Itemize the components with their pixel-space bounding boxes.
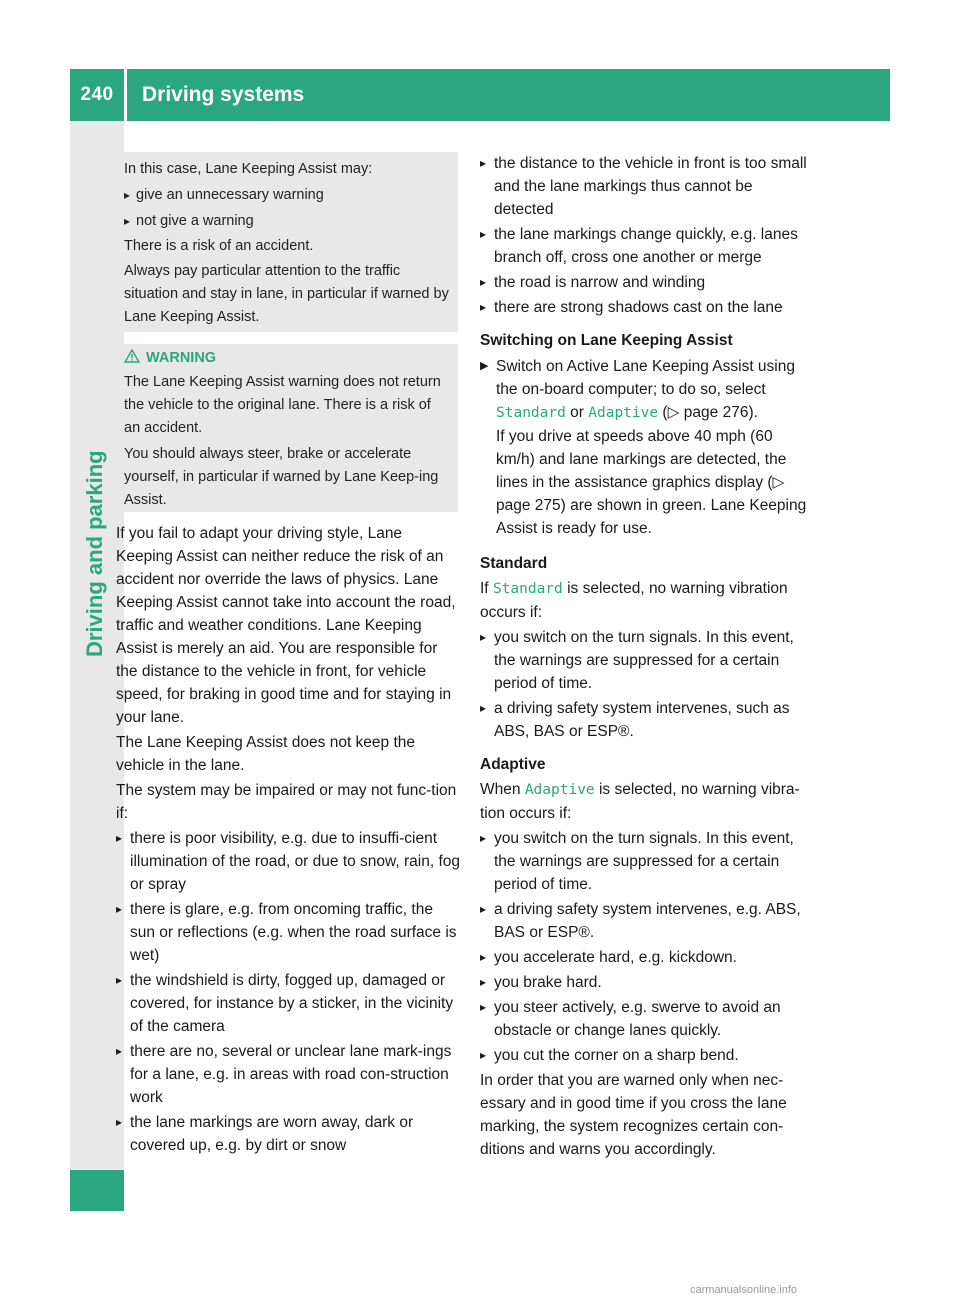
right-body (480, 152, 814, 1161)
note-p2: Always pay particular attention to the traffic situation and stay in lane, in particular if warned by Lane Keeping Assist. (124, 263, 449, 325)
footer-brand: carmanualsonline.info (690, 1284, 798, 1296)
header-divider (124, 69, 127, 121)
list-item: ▸ a driving safety system intervenes, e.g. ABS, BAS or ESP®. (480, 898, 814, 944)
standard-intro: If Standard is selected, no warning vibration occurs if: (480, 580, 788, 621)
adaptive-option: Adaptive (524, 782, 595, 798)
note-bullet: ▸ not give a warning (124, 210, 450, 233)
note-box (116, 152, 458, 332)
or-text: or (570, 404, 584, 421)
closing-paragraph: In order that you are warned only when nec-essary and in good time if you cross the lane marking, the system recognizes certain con-ditions and warns you accordingly. (480, 1072, 787, 1158)
warning-p2: You should always steer, brake or accelerate yourself, in particular if warned by Lane Keep-ing Assist. (124, 446, 439, 508)
adaptive-heading: Adaptive (480, 756, 546, 773)
list-item: ▸ you switch on the turn signals. In this event, the warnings are suppressed for a certain period of time. (480, 827, 814, 896)
note-intro: In this case, Lane Keeping Assist may: (124, 161, 373, 177)
warning-box (116, 344, 458, 512)
list-item: ▸ you cut the corner on a sharp bend. (480, 1044, 814, 1067)
list-item: ▸ the distance to the vehicle in front is too small and the lane markings thus cannot be detected (480, 152, 814, 221)
list-item: ▸ there is poor visibility, e.g. due to insuffi-cient illumination of the road, or due to snow, rain, fog or spray (116, 827, 461, 896)
adaptive-option: Adaptive (588, 405, 659, 421)
warning-p1: The Lane Keeping Assist warning does not return the vehicle to the original lane. There is a risk of an accident. (124, 374, 441, 436)
step-text: Switch on Active Lane Keeping Assist using the on-board computer; to do so, select (496, 358, 795, 398)
standard-heading: Standard (480, 555, 548, 572)
standard-option: Standard (492, 581, 563, 597)
body-paragraph: The Lane Keeping Assist does not keep the vehicle in the lane. (116, 734, 416, 774)
list-item: ▸ there is glare, e.g. from oncoming traffic, the sun or reflections (e.g. when the road surface is wet) (116, 898, 461, 967)
switch-heading: Switching on Lane Keeping Assist (480, 332, 733, 349)
warning-heading: WARNING (146, 350, 217, 366)
note-bullet: ▸ give an unnecessary warning (124, 184, 450, 207)
list-item: ▸ you accelerate hard, e.g. kickdown. (480, 946, 814, 969)
standard-option: Standard (496, 405, 566, 421)
page-number: 240 (80, 84, 114, 105)
list-item: ▸ you switch on the turn signals. In this event, the warnings are suppressed for a certain period of time. (480, 626, 814, 695)
body-paragraph: If you fail to adapt your driving style, Lane Keeping Assist can neither reduce the risk of an accident nor override the laws of physics. Lane Keeping Assist cannot take into account the road, traffic and weather conditions. Lane Keeping Assist is merely an aid. You are responsible for the distance to the vehicle in front, for vehicle speed, for braking in good time and for staying in your lane. (116, 525, 456, 726)
step-result: If you drive at speeds above 40 mph (60 km/h) and lane markings are detected, the lines in the assistance graphics display (▷ page 275) are shown in green. Lane Keeping Assist is ready for use. (496, 428, 807, 537)
side-accent-block (70, 1170, 124, 1211)
chapter-label: Driving and parking (82, 450, 107, 657)
adaptive-intro: When Adaptive is selected, no warning vibra-tion occurs if: (480, 781, 800, 822)
list-item: ▸ you brake hard. (480, 971, 814, 994)
list-item: ▸ the lane markings are worn away, dark or covered up, e.g. by dirt or snow (116, 1111, 461, 1157)
list-item: ▸ the road is narrow and winding (480, 271, 814, 294)
list-item: ▸ there are strong shadows cast on the lane (480, 296, 814, 319)
left-body (116, 522, 461, 1157)
page-ref: (▷ page 276). (662, 404, 758, 421)
list-item: ▸ there are no, several or unclear lane mark-ings for a lane, e.g. in areas with road con-struction work (116, 1040, 461, 1109)
warning-triangle-icon (124, 349, 140, 363)
list-item: ▸ a driving safety system intervenes, such as ABS, BAS or ESP®. (480, 697, 814, 743)
list-item: ▸ the lane markings change quickly, e.g. lanes branch off, cross one another or merge (480, 223, 814, 269)
list-item: ▸ the windshield is dirty, fogged up, damaged or covered, for instance by a sticker, in the vicinity of the camera (116, 969, 461, 1038)
instruction-step (480, 355, 814, 425)
note-p1: There is a risk of an accident. (124, 238, 314, 254)
section-title: Driving systems (142, 83, 305, 106)
list-item: ▸ you steer actively, e.g. swerve to avoid an obstacle or change lanes quickly. (480, 996, 814, 1042)
body-paragraph: The system may be impaired or may not func-tion if: (116, 782, 457, 822)
